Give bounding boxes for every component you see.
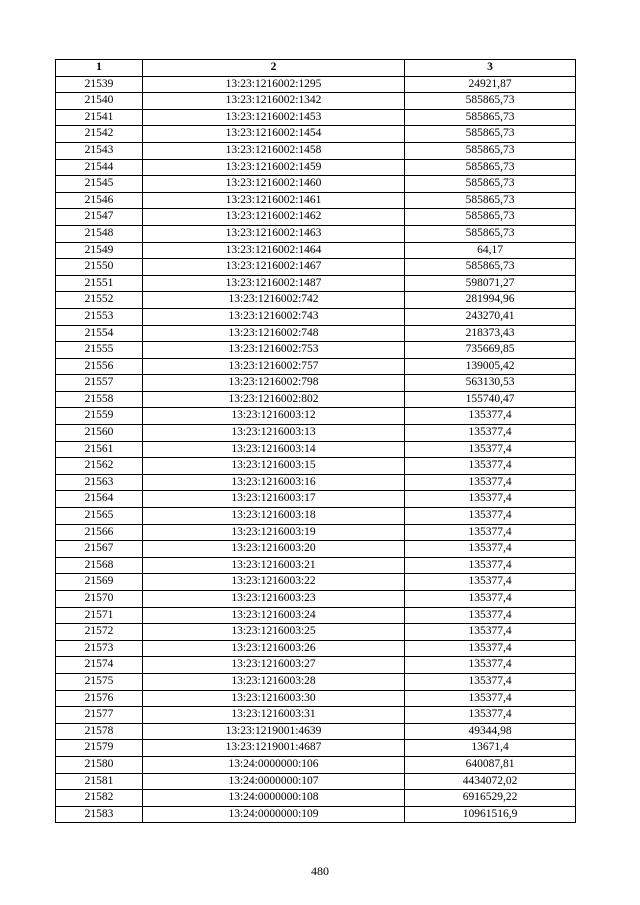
- cadastral-number-cell: 13:23:1216003:26: [143, 640, 405, 657]
- row-number-cell: 21583: [56, 806, 143, 823]
- row-number-cell: 21556: [56, 358, 143, 375]
- table-row: [56, 358, 576, 375]
- cadastral-number-cell: 13:23:1216002:753: [143, 342, 405, 359]
- table-body: [56, 76, 576, 823]
- value-cell: 135377,4: [405, 458, 576, 475]
- row-number-cell: 21580: [56, 756, 143, 773]
- table-row: [56, 142, 576, 159]
- table-row: [56, 723, 576, 740]
- value-cell: 585865,73: [405, 142, 576, 159]
- value-cell: 585865,73: [405, 209, 576, 226]
- value-cell: 585865,73: [405, 176, 576, 193]
- row-number-cell: 21572: [56, 624, 143, 641]
- cadastral-number-cell: 13:23:1216003:28: [143, 673, 405, 690]
- value-cell: 135377,4: [405, 690, 576, 707]
- table-row: [56, 773, 576, 790]
- table-row: [56, 126, 576, 143]
- cadastral-number-cell: 13:23:1216002:748: [143, 325, 405, 342]
- row-number-cell: 21578: [56, 723, 143, 740]
- value-cell: 135377,4: [405, 673, 576, 690]
- cadastral-number-cell: 13:23:1216002:1463: [143, 225, 405, 242]
- row-number-cell: 21571: [56, 607, 143, 624]
- row-number-cell: 21545: [56, 176, 143, 193]
- row-number-cell: 21550: [56, 259, 143, 276]
- table-row: [56, 756, 576, 773]
- table-row: [56, 93, 576, 110]
- column-header-3: 3: [405, 60, 576, 77]
- table-row: [56, 790, 576, 807]
- row-number-cell: 21563: [56, 474, 143, 491]
- row-number-cell: 21557: [56, 375, 143, 392]
- row-number-cell: 21553: [56, 308, 143, 325]
- table-row: [56, 640, 576, 657]
- table-row: [56, 690, 576, 707]
- value-cell: 135377,4: [405, 557, 576, 574]
- header-row: [56, 60, 576, 77]
- table-row: [56, 242, 576, 259]
- row-number-cell: 21564: [56, 491, 143, 508]
- cadastral-number-cell: 13:23:1216002:1458: [143, 142, 405, 159]
- cadastral-number-cell: 13:23:1216002:743: [143, 308, 405, 325]
- row-number-cell: 21548: [56, 225, 143, 242]
- table-row: [56, 391, 576, 408]
- table-row: [56, 707, 576, 724]
- value-cell: 135377,4: [405, 624, 576, 641]
- page-number: 480: [311, 864, 329, 878]
- value-cell: 135377,4: [405, 408, 576, 425]
- row-number-cell: 21542: [56, 126, 143, 143]
- cadastral-number-cell: 13:23:1216003:23: [143, 591, 405, 608]
- cadastral-number-cell: 13:23:1216003:19: [143, 524, 405, 541]
- row-number-cell: 21554: [56, 325, 143, 342]
- cadastral-number-cell: 13:23:1216002:1459: [143, 159, 405, 176]
- table-row: [56, 225, 576, 242]
- table-row: [56, 624, 576, 641]
- cadastral-number-cell: 13:23:1216003:22: [143, 574, 405, 591]
- value-cell: 585865,73: [405, 192, 576, 209]
- table-row: [56, 474, 576, 491]
- value-cell: 585865,73: [405, 126, 576, 143]
- table-row: [56, 574, 576, 591]
- table-row: [56, 325, 576, 342]
- cadastral-number-cell: 13:23:1216002:1454: [143, 126, 405, 143]
- cadastral-number-cell: 13:23:1216003:12: [143, 408, 405, 425]
- table-row: [56, 657, 576, 674]
- row-number-cell: 21561: [56, 441, 143, 458]
- table-row: [56, 425, 576, 442]
- value-cell: 563130,53: [405, 375, 576, 392]
- cadastral-number-cell: 13:23:1216002:802: [143, 391, 405, 408]
- table-row: [56, 591, 576, 608]
- cadastral-number-cell: 13:23:1216002:1464: [143, 242, 405, 259]
- row-number-cell: 21543: [56, 142, 143, 159]
- cadastral-number-cell: 13:23:1216003:16: [143, 474, 405, 491]
- row-number-cell: 21540: [56, 93, 143, 110]
- row-number-cell: 21582: [56, 790, 143, 807]
- cadastral-number-cell: 13:23:1219001:4687: [143, 740, 405, 757]
- cadastral-number-cell: 13:23:1216002:1342: [143, 93, 405, 110]
- cadastral-number-cell: 13:23:1216003:17: [143, 491, 405, 508]
- value-cell: 139005,42: [405, 358, 576, 375]
- row-number-cell: 21539: [56, 76, 143, 93]
- value-cell: 598071,27: [405, 275, 576, 292]
- table-row: [56, 508, 576, 525]
- table-row: [56, 308, 576, 325]
- table-row: [56, 673, 576, 690]
- cadastral-number-cell: 13:23:1216002:798: [143, 375, 405, 392]
- cadastral-number-cell: 13:23:1216003:31: [143, 707, 405, 724]
- row-number-cell: 21546: [56, 192, 143, 209]
- value-cell: 135377,4: [405, 591, 576, 608]
- cadastral-number-cell: 13:23:1219001:4639: [143, 723, 405, 740]
- cadastral-number-cell: 13:23:1216003:30: [143, 690, 405, 707]
- value-cell: 135377,4: [405, 441, 576, 458]
- value-cell: 64,17: [405, 242, 576, 259]
- table-row: [56, 109, 576, 126]
- data-table: [55, 59, 576, 823]
- row-number-cell: 21576: [56, 690, 143, 707]
- table-row: [56, 176, 576, 193]
- cadastral-number-cell: 13:23:1216002:1461: [143, 192, 405, 209]
- row-number-cell: 21570: [56, 591, 143, 608]
- cadastral-number-cell: 13:23:1216003:27: [143, 657, 405, 674]
- value-cell: 135377,4: [405, 707, 576, 724]
- cadastral-number-cell: 13:24:0000000:109: [143, 806, 405, 823]
- table-row: [56, 740, 576, 757]
- table-row: [56, 76, 576, 93]
- value-cell: 49344,98: [405, 723, 576, 740]
- cadastral-number-cell: 13:24:0000000:106: [143, 756, 405, 773]
- table-row: [56, 342, 576, 359]
- value-cell: 135377,4: [405, 491, 576, 508]
- cadastral-number-cell: 13:23:1216003:25: [143, 624, 405, 641]
- cadastral-number-cell: 13:23:1216003:24: [143, 607, 405, 624]
- cadastral-number-cell: 13:23:1216003:21: [143, 557, 405, 574]
- table-row: [56, 275, 576, 292]
- value-cell: 135377,4: [405, 425, 576, 442]
- table-row: [56, 607, 576, 624]
- row-number-cell: 21549: [56, 242, 143, 259]
- row-number-cell: 21566: [56, 524, 143, 541]
- value-cell: 135377,4: [405, 657, 576, 674]
- row-number-cell: 21562: [56, 458, 143, 475]
- row-number-cell: 21567: [56, 541, 143, 558]
- cadastral-number-cell: 13:23:1216002:1295: [143, 76, 405, 93]
- value-cell: 135377,4: [405, 574, 576, 591]
- value-cell: 585865,73: [405, 159, 576, 176]
- table-row: [56, 259, 576, 276]
- row-number-cell: 21558: [56, 391, 143, 408]
- value-cell: 135377,4: [405, 640, 576, 657]
- value-cell: 218373,43: [405, 325, 576, 342]
- value-cell: 6916529,22: [405, 790, 576, 807]
- table-row: [56, 375, 576, 392]
- row-number-cell: 21547: [56, 209, 143, 226]
- value-cell: 585865,73: [405, 109, 576, 126]
- row-number-cell: 21565: [56, 508, 143, 525]
- cadastral-number-cell: 13:23:1216003:18: [143, 508, 405, 525]
- value-cell: 24921,87: [405, 76, 576, 93]
- value-cell: 135377,4: [405, 541, 576, 558]
- row-number-cell: 21559: [56, 408, 143, 425]
- table-header: [56, 60, 576, 77]
- table-row: [56, 209, 576, 226]
- table-row: [56, 159, 576, 176]
- cadastral-number-cell: 13:23:1216002:742: [143, 292, 405, 309]
- row-number-cell: 21577: [56, 707, 143, 724]
- table-row: [56, 806, 576, 823]
- value-cell: 585865,73: [405, 259, 576, 276]
- value-cell: 585865,73: [405, 93, 576, 110]
- cadastral-number-cell: 13:23:1216003:15: [143, 458, 405, 475]
- cadastral-number-cell: 13:23:1216002:1462: [143, 209, 405, 226]
- row-number-cell: 21574: [56, 657, 143, 674]
- row-number-cell: 21569: [56, 574, 143, 591]
- row-number-cell: 21544: [56, 159, 143, 176]
- row-number-cell: 21551: [56, 275, 143, 292]
- cadastral-number-cell: 13:24:0000000:107: [143, 773, 405, 790]
- cadastral-number-cell: 13:23:1216003:13: [143, 425, 405, 442]
- table-row: [56, 458, 576, 475]
- table-row: [56, 491, 576, 508]
- value-cell: 10961516,9: [405, 806, 576, 823]
- cadastral-number-cell: 13:23:1216003:14: [143, 441, 405, 458]
- cadastral-number-cell: 13:23:1216003:20: [143, 541, 405, 558]
- value-cell: 135377,4: [405, 524, 576, 541]
- table-row: [56, 441, 576, 458]
- row-number-cell: 21575: [56, 673, 143, 690]
- value-cell: 135377,4: [405, 607, 576, 624]
- table-row: [56, 292, 576, 309]
- cadastral-number-cell: 13:23:1216002:1453: [143, 109, 405, 126]
- row-number-cell: 21552: [56, 292, 143, 309]
- row-number-cell: 21573: [56, 640, 143, 657]
- table-row: [56, 557, 576, 574]
- value-cell: 640087,81: [405, 756, 576, 773]
- cadastral-number-cell: 13:23:1216002:1460: [143, 176, 405, 193]
- table-row: [56, 408, 576, 425]
- column-header-2: 2: [143, 60, 405, 77]
- value-cell: 155740,47: [405, 391, 576, 408]
- value-cell: 13671,4: [405, 740, 576, 757]
- row-number-cell: 21560: [56, 425, 143, 442]
- column-header-1: 1: [56, 60, 143, 77]
- value-cell: 281994,96: [405, 292, 576, 309]
- row-number-cell: 21568: [56, 557, 143, 574]
- value-cell: 243270,41: [405, 308, 576, 325]
- cadastral-number-cell: 13:23:1216002:1467: [143, 259, 405, 276]
- row-number-cell: 21555: [56, 342, 143, 359]
- cadastral-number-cell: 13:23:1216002:1487: [143, 275, 405, 292]
- row-number-cell: 21541: [56, 109, 143, 126]
- table-row: [56, 192, 576, 209]
- row-number-cell: 21581: [56, 773, 143, 790]
- cadastral-number-cell: 13:24:0000000:108: [143, 790, 405, 807]
- value-cell: 135377,4: [405, 474, 576, 491]
- value-cell: 4434072,02: [405, 773, 576, 790]
- cadastral-number-cell: 13:23:1216002:757: [143, 358, 405, 375]
- value-cell: 135377,4: [405, 508, 576, 525]
- row-number-cell: 21579: [56, 740, 143, 757]
- value-cell: 735669,85: [405, 342, 576, 359]
- value-cell: 585865,73: [405, 225, 576, 242]
- table-row: [56, 541, 576, 558]
- table-row: [56, 524, 576, 541]
